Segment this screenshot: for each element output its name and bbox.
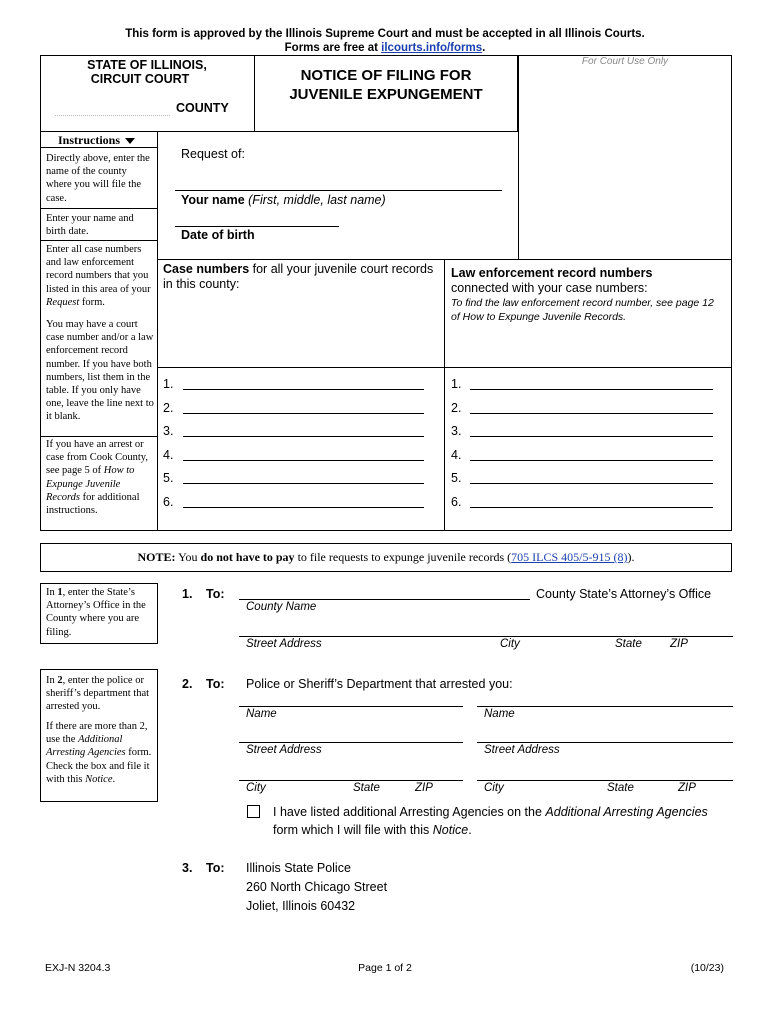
- court-use-box: [518, 55, 732, 260]
- approval-notice: This form is approved by the Illinois Supreme Court and must be accepted in all Illinois Courts.: [125, 28, 645, 40]
- to1-street-label: Street Address: [246, 638, 322, 650]
- instructions-rule-2: [40, 240, 158, 241]
- instruction-case-numbers: Enter all case numbers and law enforcement record numbers that you listed in this area of your Request form.: [46, 244, 151, 308]
- to1-zip-label: ZIP: [670, 638, 688, 650]
- agency2-name-label: Name: [484, 708, 515, 720]
- isp-name: Illinois State Police: [246, 861, 351, 875]
- law-record-number-label-1: 1.: [451, 377, 462, 391]
- agency1-city-label: City: [246, 782, 266, 794]
- case-number-label-5: 5.: [163, 471, 174, 486]
- county-label: COUNTY: [176, 101, 229, 115]
- additional-agencies-checkbox[interactable]: [247, 805, 260, 818]
- case-number-label-4: 4.: [163, 447, 174, 462]
- law-numbers-note: To find the law enforcement record number, see page 12 of How to Expunge Juvenile Records.: [451, 297, 714, 323]
- to2-instruction-2: If there are more than 2, use the Additional Arresting Agencies form. Check the box and file it with this Notice.: [46, 721, 152, 785]
- case-table-header-rule: [157, 367, 732, 368]
- agency1-name-input[interactable]: [239, 706, 463, 707]
- state-line-2: CIRCUIT COURT: [90, 72, 190, 86]
- law-numbers-header: Law enforcement record numbers: [451, 266, 653, 280]
- law-numbers-subheader: connected with your case numbers:: [451, 281, 648, 295]
- revision-date: (10/23): [690, 962, 724, 974]
- case-table-divider: [444, 259, 445, 531]
- page-number: Page 1 of 2: [358, 962, 412, 974]
- agency2-state-label: State: [607, 782, 634, 794]
- case-number-label-2: 2.: [163, 400, 174, 415]
- to3-to-label: To:: [206, 861, 225, 875]
- agency1-name-label: Name: [246, 708, 277, 720]
- agency1-city-input[interactable]: [239, 780, 463, 781]
- county-name-label: County Name: [246, 601, 317, 613]
- instruction-both-numbers: You may have a court case number and/or a law enforcement record number. If you have both numbers, list them in the table. If you only have one, leave the line next to it blank.: [46, 319, 154, 423]
- caret-down-icon: [125, 138, 135, 144]
- law-record-number-input-1[interactable]: [470, 389, 713, 390]
- additional-agencies-text-2: form which I will file with this Notice.: [273, 823, 472, 837]
- agency2-city-input[interactable]: [477, 780, 733, 781]
- law-record-number-input-3[interactable]: [470, 436, 713, 437]
- law-record-number-label-3: 3.: [451, 424, 462, 439]
- instructions-rule-1: [40, 208, 158, 209]
- case-number-label-6: 6.: [163, 495, 174, 509]
- your-name-label: Your name (First, middle, last name): [181, 193, 386, 207]
- to1-instruction: In 1, enter the State’s Attorney’s Office in the County where you are filing.: [46, 587, 146, 638]
- instruction-county: Directly above, enter the name of the county where you will file the case.: [46, 153, 150, 204]
- to2-number: 2.: [182, 677, 193, 691]
- agency2-street-label: Street Address: [484, 744, 560, 756]
- agency2-street-input[interactable]: [477, 742, 733, 743]
- law-record-number-label-2: 2.: [451, 400, 462, 415]
- form-title-1: NOTICE OF FILING FOR: [300, 67, 472, 84]
- statute-link[interactable]: 705 ILCS 405/5-915 (8): [511, 550, 628, 564]
- instructions-heading: Instructions: [58, 133, 135, 148]
- form-title-2: JUVENILE EXPUNGEMENT: [289, 86, 483, 103]
- law-record-number-input-5[interactable]: [470, 483, 713, 484]
- to2-instruction-1: In 2, enter the police or sheriff’s department that arrested you.: [46, 675, 150, 713]
- law-record-number-input-6[interactable]: [470, 507, 713, 508]
- law-record-number-label-5: 5.: [451, 471, 462, 486]
- your-name-field[interactable]: [175, 190, 502, 191]
- case-numbers-header: Case numbers for all your juvenile court records in this county:: [163, 262, 434, 291]
- isp-city: Joliet, Illinois 60432: [246, 899, 356, 913]
- additional-agencies-text-1: I have listed additional Arresting Agencies on the Additional Arresting Agencies: [273, 805, 708, 819]
- forms-link[interactable]: ilcourts.info/forms: [381, 42, 483, 54]
- states-attorney-suffix: County State’s Attorney’s Office: [536, 587, 712, 601]
- agency2-city-label: City: [484, 782, 504, 794]
- to1-address-input[interactable]: [239, 636, 733, 637]
- law-record-number-input-4[interactable]: [470, 460, 713, 461]
- forms-free-notice: Forms are free at ilcourts.info/forms.: [284, 42, 486, 54]
- case-number-input-5[interactable]: [183, 483, 424, 484]
- agency1-street-input[interactable]: [239, 742, 463, 743]
- agency1-state-label: State: [353, 782, 380, 794]
- date-of-birth-label: Date of birth: [181, 228, 255, 242]
- case-number-input-1[interactable]: [183, 389, 424, 390]
- law-record-number-label-4: 4.: [451, 447, 462, 462]
- agency1-street-label: Street Address: [246, 744, 322, 756]
- to1-number: 1.: [182, 587, 193, 601]
- arresting-agency-heading: Police or Sheriff’s Department that arrested you:: [246, 677, 513, 691]
- court-use-label: For Court Use Only: [581, 56, 669, 67]
- to1-state-label: State: [615, 638, 642, 650]
- request-of-label: Request of:: [181, 147, 245, 161]
- instructions-rule-3: [40, 436, 158, 437]
- form-id: EXJ-N 3204.3: [45, 962, 111, 974]
- county-name-field[interactable]: [55, 115, 170, 116]
- county-name-input[interactable]: [239, 599, 530, 600]
- case-number-input-3[interactable]: [183, 436, 424, 437]
- to3-number: 3.: [182, 861, 193, 875]
- law-record-number-input-2[interactable]: [470, 413, 713, 414]
- to1-city-label: City: [500, 638, 520, 650]
- case-number-input-6[interactable]: [183, 507, 424, 508]
- case-number-input-2[interactable]: [183, 413, 424, 414]
- to1-to-label: To:: [206, 587, 225, 601]
- fee-note: NOTE: You do not have to pay to file requests to expunge juvenile records (705 ILCS 405/5-915 (8)).: [137, 550, 635, 564]
- instruction-name: Enter your name and birth date.: [46, 213, 134, 238]
- date-of-birth-field[interactable]: [175, 226, 339, 227]
- agency1-zip-label: ZIP: [415, 782, 433, 794]
- state-line-1: STATE OF ILLINOIS,: [87, 58, 207, 72]
- agency2-zip-label: ZIP: [678, 782, 696, 794]
- case-number-input-4[interactable]: [183, 460, 424, 461]
- isp-street: 260 North Chicago Street: [246, 880, 388, 894]
- agency2-name-input[interactable]: [477, 706, 733, 707]
- case-number-label-3: 3.: [163, 424, 174, 439]
- instruction-cook-county: If you have an arrest or case from Cook County, see page 5 of How to Expunge Juvenile Records for additional instructions.: [46, 439, 148, 517]
- law-record-number-label-6: 6.: [451, 495, 462, 509]
- instructions-heading-rule: [40, 147, 158, 148]
- to2-to-label: To:: [206, 677, 225, 691]
- case-number-label-1: 1.: [163, 377, 174, 391]
